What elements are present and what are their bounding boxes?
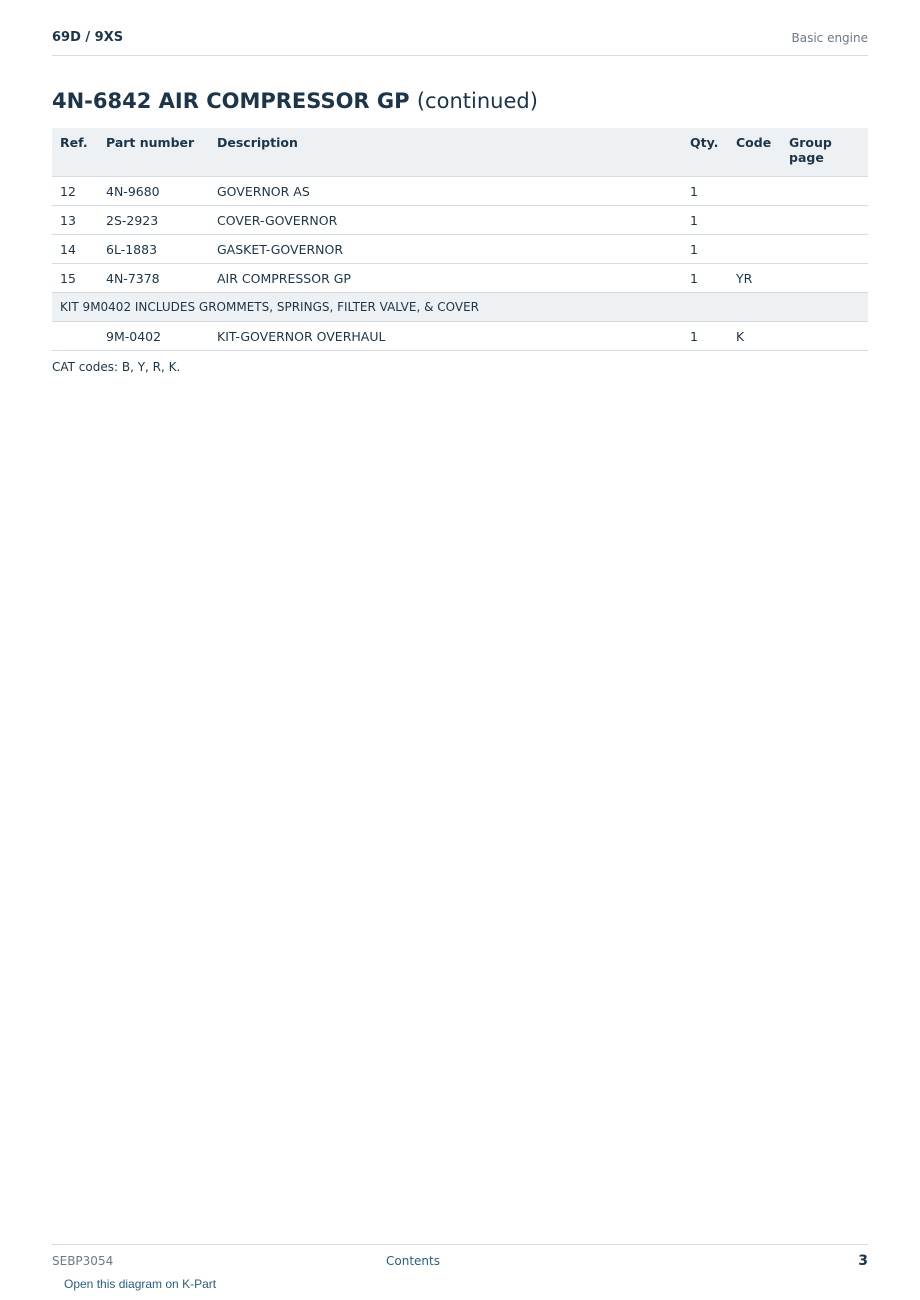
cell-part-number: 2S-2923 xyxy=(98,206,209,235)
cell-ref: 12 xyxy=(52,177,98,206)
cell-ref: 15 xyxy=(52,264,98,293)
column-header-description: Description xyxy=(209,128,682,177)
cat-codes-note: CAT codes: B, Y, R, K. xyxy=(52,360,181,374)
page-header xyxy=(52,28,868,56)
contents-link[interactable]: Contents xyxy=(386,1254,440,1268)
footer-document-number: SEBP3054 xyxy=(52,1254,114,1268)
column-header-group-page: Group page xyxy=(781,128,868,177)
title-main: 4N-6842 AIR COMPRESSOR GP xyxy=(52,89,410,113)
cell-qty: 1 xyxy=(682,264,728,293)
cell-code xyxy=(728,235,781,264)
cell-group-page xyxy=(781,264,868,293)
cell-part-number: 9M-0402 xyxy=(98,322,209,351)
column-header-code: Code xyxy=(728,128,781,177)
cell-ref: 14 xyxy=(52,235,98,264)
document-id: 69D / 9XS xyxy=(52,30,124,45)
kit-note: KIT 9M0402 INCLUDES GROMMETS, SPRINGS, FILTER VALVE, & COVER xyxy=(52,293,868,322)
table-row xyxy=(52,235,868,264)
cell-qty: 1 xyxy=(682,322,728,351)
page-footer xyxy=(52,1244,868,1275)
cell-description: COVER-GOVERNOR xyxy=(209,206,682,235)
cell-code: YR xyxy=(728,264,781,293)
cell-description: GOVERNOR AS xyxy=(209,177,682,206)
cell-qty: 1 xyxy=(682,235,728,264)
column-header-ref: Ref. xyxy=(52,128,98,177)
column-header-part-number: Part number xyxy=(98,128,209,177)
parts-table xyxy=(52,128,868,351)
table-row xyxy=(52,322,868,351)
cell-part-number: 6L-1883 xyxy=(98,235,209,264)
table-row xyxy=(52,177,868,206)
cell-description: AIR COMPRESSOR GP xyxy=(209,264,682,293)
kpart-diagram-link[interactable]: Open this diagram on K-Part xyxy=(64,1277,217,1291)
section-name: Basic engine xyxy=(791,31,868,45)
title-suffix: (continued) xyxy=(416,89,538,113)
cell-code: K xyxy=(728,322,781,351)
page-number: 3 xyxy=(858,1253,868,1269)
cell-ref: 13 xyxy=(52,206,98,235)
table-header-row xyxy=(52,128,868,177)
table-row xyxy=(52,264,868,293)
cell-part-number: 4N-9680 xyxy=(98,177,209,206)
cell-qty: 1 xyxy=(682,206,728,235)
page-title xyxy=(52,89,538,113)
cell-code xyxy=(728,177,781,206)
cell-group-page xyxy=(781,177,868,206)
table-row xyxy=(52,206,868,235)
cell-group-page xyxy=(781,322,868,351)
cell-group-page xyxy=(781,206,868,235)
column-header-qty: Qty. xyxy=(682,128,728,177)
cell-qty: 1 xyxy=(682,177,728,206)
cell-ref xyxy=(52,322,98,351)
cell-description: KIT-GOVERNOR OVERHAUL xyxy=(209,322,682,351)
cell-part-number: 4N-7378 xyxy=(98,264,209,293)
cell-description: GASKET-GOVERNOR xyxy=(209,235,682,264)
cell-code xyxy=(728,206,781,235)
cell-group-page xyxy=(781,235,868,264)
table-note-row xyxy=(52,293,868,322)
